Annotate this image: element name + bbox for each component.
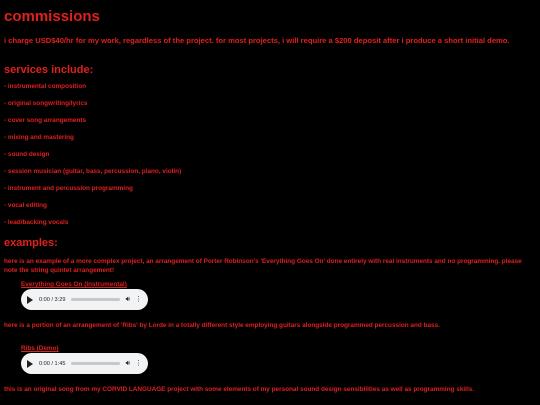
page-title: commissions — [4, 8, 100, 25]
services-list — [4, 83, 181, 236]
play-icon[interactable] — [27, 296, 33, 304]
service-item: - sound design — [4, 151, 50, 158]
service-item: - cover song arrangements — [4, 117, 87, 124]
intro-text: i charge USD$40/hr for my work, regardless of the project. for most projects, i will require a $200 deposit after i produce a short initial demo. — [4, 36, 510, 45]
service-item: - lead/backing vocals — [4, 219, 69, 226]
volume-icon[interactable]: 🔊︎ — [125, 360, 130, 367]
service-item: - instrumental composition — [4, 83, 87, 90]
services-heading: services include: — [4, 64, 94, 76]
example-1-track-title: Everything Goes On (Instrumental) — [21, 281, 127, 288]
audio-progress-bar[interactable] — [71, 298, 119, 301]
service-item: - original songwriting/lyrics — [4, 100, 88, 107]
more-vert-icon[interactable]: ⋮ — [135, 360, 142, 367]
service-item: - vocal editing — [4, 202, 47, 209]
examples-heading: examples: — [4, 237, 58, 249]
audio-player-2 — [21, 353, 148, 374]
audio-player-1 — [21, 289, 148, 310]
example-2-description: here is a portion of an arrangement of 'Ribs' by Lorde in a totally different style employing guitars alongside programmed percussion and bass. — [4, 322, 440, 329]
service-item: - instrument and percussion programming — [4, 185, 133, 192]
service-item: - session musician (guitar, bass, percussion, piano, violin) — [4, 168, 182, 175]
audio-time: 0:00 / 3:29 — [39, 296, 66, 303]
audio-progress-bar[interactable] — [71, 362, 119, 365]
volume-icon[interactable]: 🔊︎ — [125, 296, 130, 303]
example-1-description: here is an example of a more complex project, an arrangement of Porter Robinson's 'Everything Goes On' done entirely with real instruments and no programming. please note the string quintet arrangement! — [4, 258, 522, 274]
example-2-track-title: Ribs (Demo) — [21, 345, 59, 352]
more-vert-icon[interactable]: ⋮ — [135, 296, 142, 303]
audio-time: 0:00 / 1:45 — [39, 360, 66, 367]
play-icon[interactable] — [27, 360, 33, 368]
example-3-description: this is an original song from my CORVID LANGUAGE project with some elements of my personal sound design sensibilities as well as programming skills. — [4, 386, 475, 393]
service-item: - mixing and mastering — [4, 134, 74, 141]
